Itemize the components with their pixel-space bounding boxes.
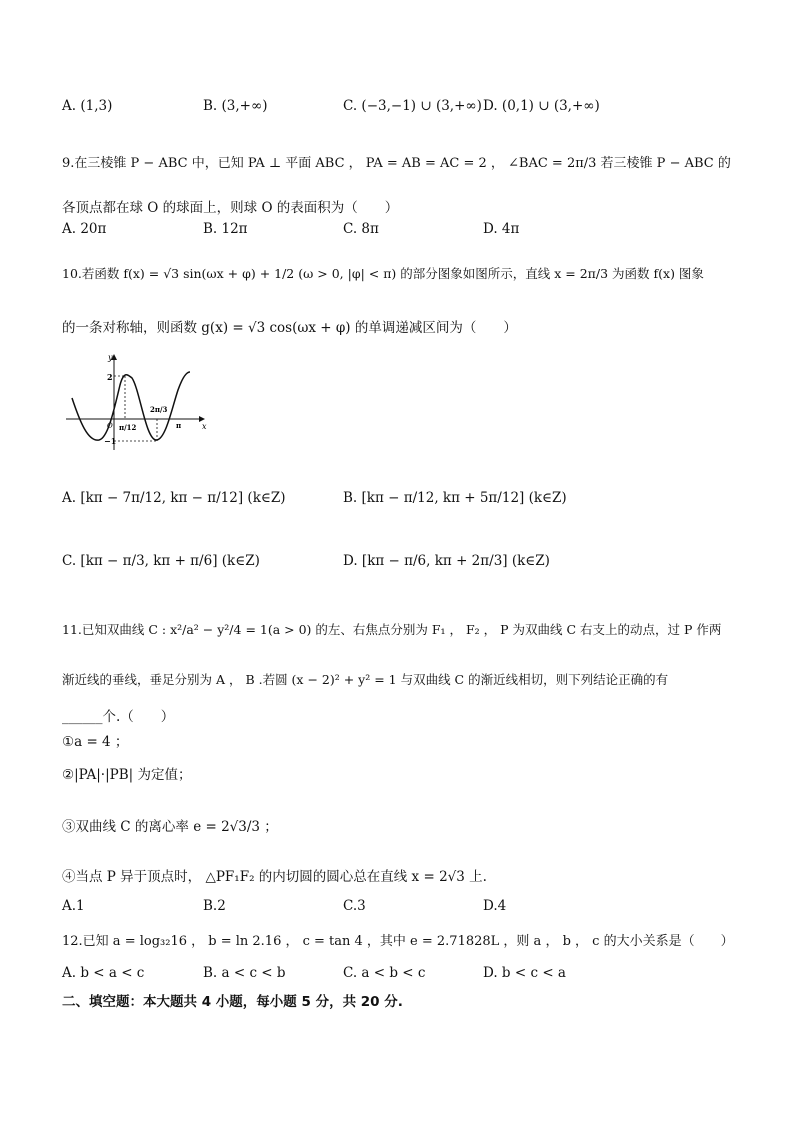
q9-stem-line2: 各顶点都在球 O 的球面上，则球 O 的表面积为（ ） [62, 200, 399, 216]
q11-statement-4: ④当点 P 异于顶点时， △PF₁F₂ 的内切圆的圆心总在直线 x = 2√3 上. [62, 869, 487, 885]
q9-option-c: C. 8π [343, 221, 379, 237]
x-tick-2pi3: 2π/3 [150, 405, 168, 414]
q11-statement-1: ①a = 4 ； [62, 734, 129, 750]
q11-statement-2: ②|PA|·|PB| 为定值； [62, 767, 192, 783]
q10-function-graph [62, 350, 212, 455]
q11-option-d: D.4 [483, 898, 507, 914]
q12-option-d: D. b < c < a [483, 965, 566, 981]
q10-option-a: A. [kπ − 7π/12, kπ − π/12] (k∈Z) [62, 490, 286, 506]
y-tick-2: 2 [107, 372, 113, 382]
q9-stem-line1: 9.在三棱锥 P − ABC 中，已知 PA ⊥ 平面 ABC ， PA = AB = AC = 2 ， ∠BAC = 2π/3 若三棱锥 P − ABC 的 [62, 156, 731, 171]
q8-option-a: A. (1,3) [62, 98, 113, 114]
q10-option-d: D. [kπ − π/6, kπ + 2π/3] (k∈Z) [343, 553, 550, 569]
q8-option-c: C. (−3,−1) ∪ (3,+∞) [343, 98, 482, 114]
q12-option-b: B. a < c < b [203, 965, 286, 981]
section-2-heading: 二、填空题：本大题共 4 小题，每小题 5 分，共 20 分. [62, 994, 403, 1010]
x-label: x [202, 422, 207, 431]
x-tick-pi12: π/12 [119, 423, 137, 432]
q12-stem: 12.已知 a = log₃₂16 ， b = ln 2.16 ， c = tan 4 ，其中 e = 2.71828L ，则 a ， b ， c 的大小关系是（ ） [62, 934, 734, 949]
q11-stem-line3: ______个.（ ） [62, 709, 175, 725]
q9-option-b: B. 12π [203, 221, 248, 237]
q11-statement-3: ③双曲线 C 的离心率 e = 2√3/3 ； [62, 819, 278, 835]
q11-stem-line2: 渐近线的垂线，垂足分别为 A ， B .若圆 (x − 2)² + y² = 1 与双曲线 C 的渐近线相切，则下列结论正确的有 [62, 672, 669, 687]
q11-stem-line1: 11.已知双曲线 C : x²/a² − y²/4 = 1(a > 0) 的左、右焦点分别为 F₁ ， F₂ ， P 为双曲线 C 右支上的动点，过 P 作两 [62, 622, 722, 637]
y-label: y [108, 353, 113, 362]
q12-option-c: C. a < b < c [343, 965, 426, 981]
q9-option-a: A. 20π [62, 221, 107, 237]
q10-stem-line1: 10.若函数 f(x) = √3 sin(ωx + φ) + 1/2 (ω > 0, |φ| < π) 的部分图象如图所示，直线 x = 2π/3 为函数 f(x) 图象 [62, 266, 704, 281]
origin-label: O [107, 422, 113, 430]
q10-option-c: C. [kπ − π/3, kπ + π/6] (k∈Z) [62, 553, 260, 569]
q11-option-a: A.1 [62, 898, 85, 914]
y-tick-neg1: −1 [104, 436, 117, 446]
q8-option-b: B. (3,+∞) [203, 98, 268, 114]
q10-option-b: B. [kπ − π/12, kπ + 5π/12] (k∈Z) [343, 490, 567, 506]
q11-option-b: B.2 [203, 898, 226, 914]
q11-option-c: C.3 [343, 898, 366, 914]
q8-option-d: D. (0,1) ∪ (3,+∞) [483, 98, 600, 114]
x-tick-pi: π [176, 421, 182, 430]
q12-option-a: A. b < a < c [62, 965, 145, 981]
q10-stem-line2: 的一条对称轴，则函数 g(x) = √3 cos(ωx + φ) 的单调递减区间为（ ） [62, 320, 517, 336]
q9-option-d: D. 4π [483, 221, 520, 237]
